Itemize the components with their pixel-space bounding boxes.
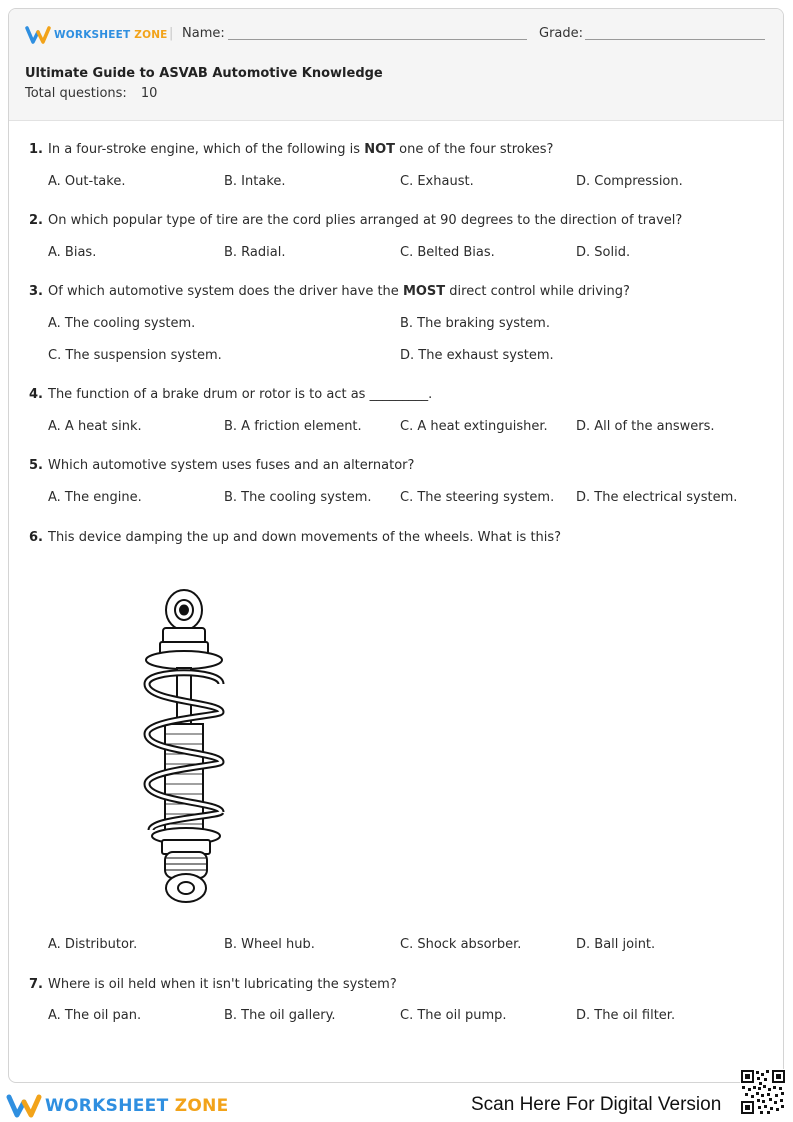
option-b[interactable]: B. The braking system. bbox=[400, 316, 550, 331]
question-number: 2. bbox=[29, 213, 43, 228]
option-c[interactable]: C. The steering system. bbox=[400, 490, 555, 505]
option-a[interactable]: A. Out-take. bbox=[48, 174, 126, 189]
qr-code-icon[interactable] bbox=[740, 1069, 786, 1115]
option-c[interactable]: C. A heat extinguisher. bbox=[400, 419, 548, 434]
worksheet-header bbox=[9, 9, 783, 121]
brand-w-icon bbox=[6, 1093, 42, 1119]
question-text: On which popular type of tire are the cord plies arranged at 90 degrees to the direction of travel? bbox=[48, 213, 683, 228]
brand-w-icon bbox=[25, 25, 51, 45]
option-b[interactable]: B. The oil gallery. bbox=[224, 1008, 336, 1023]
option-d[interactable]: D. All of the answers. bbox=[576, 419, 715, 434]
name-field[interactable] bbox=[228, 39, 527, 40]
total-questions-value: 10 bbox=[140, 86, 158, 101]
question-text: Of which automotive system does the driver have the MOST direct control while driving? bbox=[48, 284, 630, 299]
question-number: 4. bbox=[29, 387, 43, 402]
option-b[interactable]: B. Intake. bbox=[224, 174, 286, 189]
option-b[interactable]: B. A friction element. bbox=[224, 419, 362, 434]
brand-name: WORKSHEET ZONE bbox=[54, 29, 168, 41]
header-separator: | bbox=[169, 26, 174, 41]
total-questions bbox=[25, 86, 157, 101]
option-a[interactable]: A. The engine. bbox=[48, 490, 142, 505]
option-c[interactable]: C. Shock absorber. bbox=[400, 937, 522, 952]
question-text: In a four-stroke engine, which of the following is NOT one of the four strokes? bbox=[48, 142, 554, 157]
shock-absorber-illustration bbox=[129, 584, 229, 904]
grade-field[interactable] bbox=[585, 39, 765, 40]
question-number: 7. bbox=[29, 977, 43, 992]
option-d[interactable]: D. Solid. bbox=[576, 245, 631, 260]
scan-text: Scan Here For Digital Version bbox=[471, 1094, 722, 1115]
question-number: 1. bbox=[29, 142, 43, 157]
brand-logo bbox=[25, 25, 168, 45]
option-c[interactable]: C. Exhaust. bbox=[400, 174, 474, 189]
option-b[interactable]: B. Radial. bbox=[224, 245, 286, 260]
option-a[interactable]: A. Distributor. bbox=[48, 937, 138, 952]
option-a[interactable]: A. The cooling system. bbox=[48, 316, 196, 331]
question-text: Which automotive system uses fuses and an alternator? bbox=[48, 458, 415, 473]
option-d[interactable]: D. The oil filter. bbox=[576, 1008, 676, 1023]
option-c[interactable]: C. The suspension system. bbox=[48, 348, 222, 363]
question-text: Where is oil held when it isn't lubricating the system? bbox=[48, 977, 397, 992]
option-d[interactable]: D. The exhaust system. bbox=[400, 348, 554, 363]
option-a[interactable]: A. The oil pan. bbox=[48, 1008, 142, 1023]
question-number: 6. bbox=[29, 530, 43, 545]
option-a[interactable]: A. Bias. bbox=[48, 245, 97, 260]
question-text: This device damping the up and down movements of the wheels. What is this? bbox=[48, 530, 562, 545]
total-questions-label: Total questions: bbox=[25, 86, 127, 101]
footer-brand-name: WORKSHEET ZONE bbox=[45, 1096, 229, 1116]
option-d[interactable]: D. The electrical system. bbox=[576, 490, 738, 505]
question-number: 3. bbox=[29, 284, 43, 299]
page-title: Ultimate Guide to ASVAB Automotive Knowledge bbox=[25, 66, 383, 81]
question-text: The function of a brake drum or rotor is to act as _________. bbox=[48, 387, 433, 402]
option-b[interactable]: B. The cooling system. bbox=[224, 490, 372, 505]
question-number: 5. bbox=[29, 458, 43, 473]
option-a[interactable]: A. A heat sink. bbox=[48, 419, 142, 434]
grade-label: Grade: bbox=[539, 26, 584, 41]
option-d[interactable]: D. Compression. bbox=[576, 174, 683, 189]
option-d[interactable]: D. Ball joint. bbox=[576, 937, 656, 952]
option-b[interactable]: B. Wheel hub. bbox=[224, 937, 315, 952]
option-c[interactable]: C. The oil pump. bbox=[400, 1008, 507, 1023]
name-label: Name: bbox=[182, 26, 225, 41]
footer-brand-logo bbox=[6, 1093, 229, 1119]
worksheet bbox=[8, 8, 784, 1083]
option-c[interactable]: C. Belted Bias. bbox=[400, 245, 495, 260]
